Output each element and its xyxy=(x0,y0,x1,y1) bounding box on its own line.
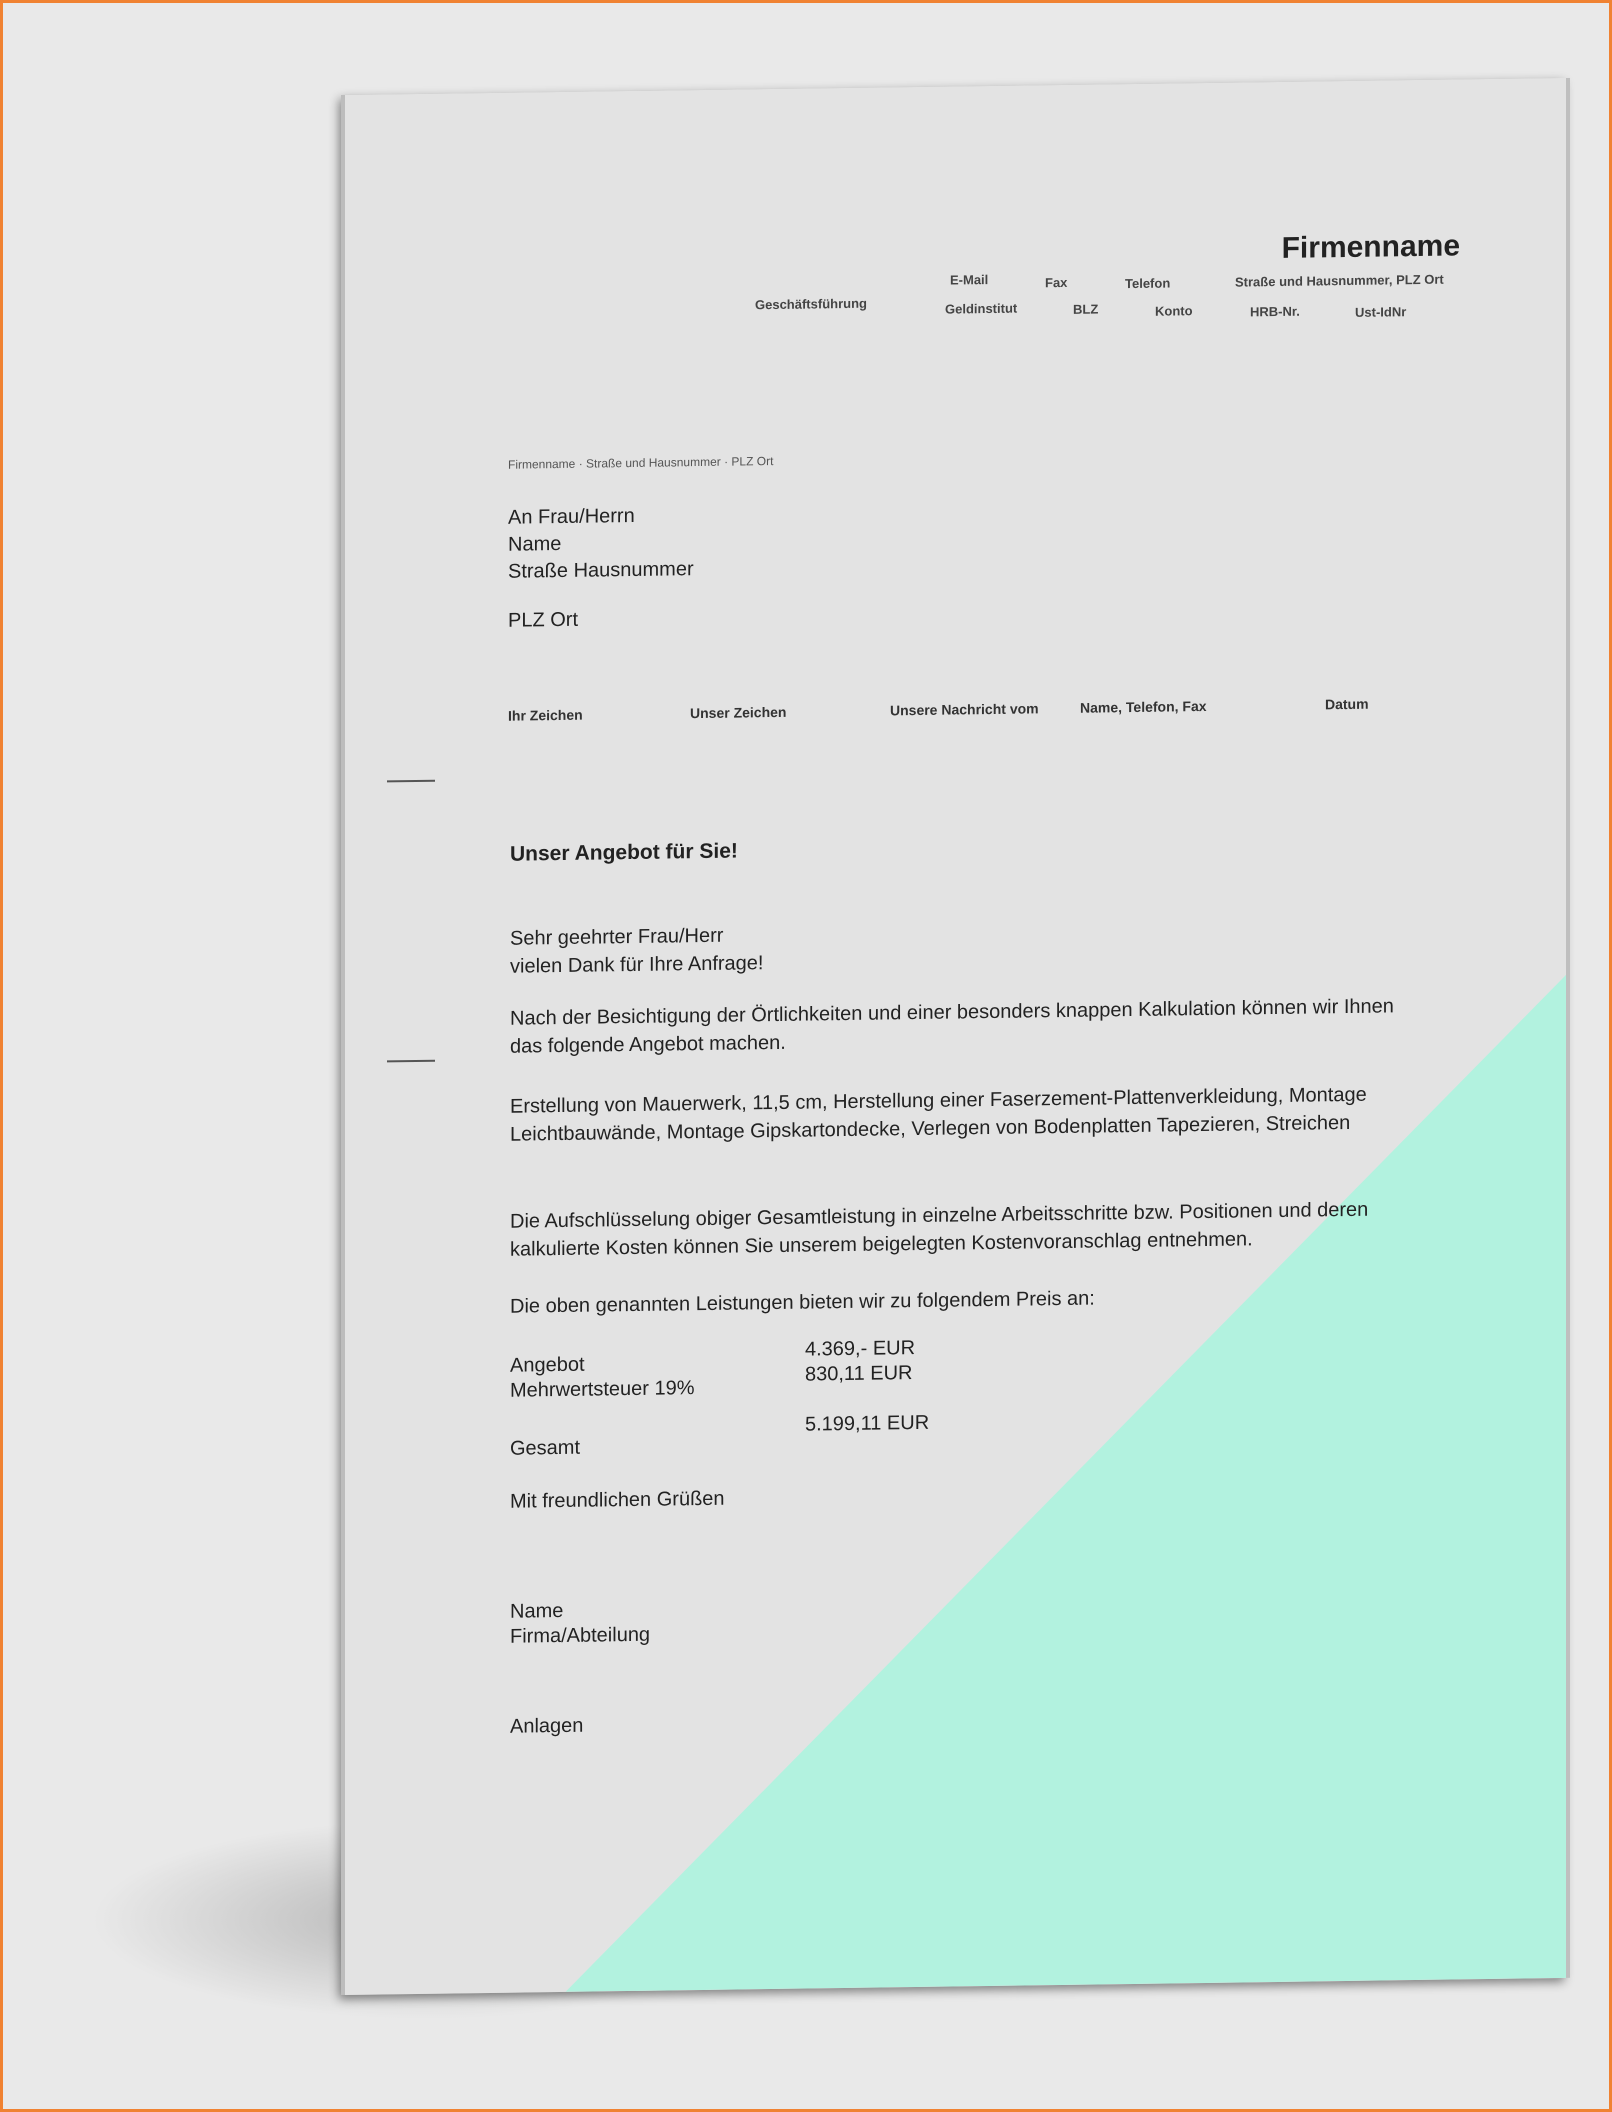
ref-kontakt: Name, Telefon, Fax xyxy=(1080,697,1207,716)
letter-subject: Unser Angebot für Sie! xyxy=(510,839,738,866)
paragraph-breakdown: Die Aufschlüsselung obiger Gesamtleistung in einzelne Arbeitsschritte bzw. Positionen und deren kalkulierte Kosten können Sie unserem beigelegten Kostenvoranschlag entnehmen. xyxy=(510,1198,1369,1261)
sender-address-line: Firmenname · Straße und Hausnummer · PLZ Ort xyxy=(508,454,774,472)
closing: Mit freundlichen Grüßen xyxy=(510,1487,725,1513)
fold-mark-middle xyxy=(387,1060,435,1063)
signature-name: Name xyxy=(510,1599,564,1623)
header-geldinstitut: Geldinstitut xyxy=(945,300,1018,317)
header-konto: Konto xyxy=(1155,303,1193,319)
letter-content xyxy=(345,78,1570,1995)
company-name: Firmenname xyxy=(1281,229,1460,265)
header-ustid: Ust-IdNr xyxy=(1355,304,1407,320)
price-gesamt-value: 5.199,11 EUR xyxy=(805,1411,930,1436)
recipient-address xyxy=(508,502,694,635)
recipient-street: Straße Hausnummer xyxy=(508,558,694,583)
header-hrb: HRB-Nr. xyxy=(1250,303,1300,320)
price-gesamt-label: Gesamt xyxy=(510,1436,581,1460)
paragraph-price-intro: Die oben genannten Leistungen bieten wir zu folgendem Preis an: xyxy=(510,1287,1095,1318)
greeting xyxy=(510,912,1430,981)
signature-department: Firma/Abteilung xyxy=(510,1623,651,1648)
header-fax: Fax xyxy=(1045,274,1068,291)
header-email: E-Mail xyxy=(950,272,989,288)
price-angebot-label: Angebot xyxy=(510,1353,585,1377)
price-mwst-value: 830,11 EUR xyxy=(805,1362,913,1386)
ref-datum: Datum xyxy=(1325,695,1369,713)
recipient-name: Name xyxy=(508,532,562,556)
letter-sheet xyxy=(345,78,1570,1995)
attachments: Anlagen xyxy=(510,1714,584,1738)
price-mwst-label: Mehrwertsteuer 19% xyxy=(510,1377,695,1402)
fold-mark-top xyxy=(387,780,435,783)
paragraph-intro: Nach der Besichtigung der Örtlichkeiten und einer besonders knappen Kalkulation können wir Ihnen das folgende Angebot machen. xyxy=(510,995,1394,1058)
recipient-city: PLZ Ort xyxy=(508,608,579,632)
greeting-salutation: Sehr geehrter Frau/Herr xyxy=(510,924,724,950)
price-angebot-value: 4.369,- EUR xyxy=(805,1337,916,1361)
greeting-thanks: vielen Dank für Ihre Anfrage! xyxy=(510,952,764,978)
header-strasse-plz: Straße und Hausnummer, PLZ Ort xyxy=(1235,271,1444,290)
header-telefon: Telefon xyxy=(1125,275,1171,292)
header-blz: BLZ xyxy=(1073,301,1099,317)
recipient-line: An Frau/Herrn xyxy=(508,504,635,529)
ref-unser-zeichen: Unser Zeichen xyxy=(690,703,787,722)
ref-ihr-zeichen: Ihr Zeichen xyxy=(508,706,583,724)
ref-nachricht: Unsere Nachricht vom xyxy=(890,700,1039,719)
header-geschaeftsfuehrung: Geschäftsführung xyxy=(755,295,867,313)
paragraph-services: Erstellung von Mauerwerk, 11,5 cm, Herstellung einer Faserzement-Plattenverkleidung, Montage Leichtbauwände, Montage Gipskartondecke, Verlegen von Bodenplatten Tapezieren, Streichen xyxy=(510,1083,1367,1146)
